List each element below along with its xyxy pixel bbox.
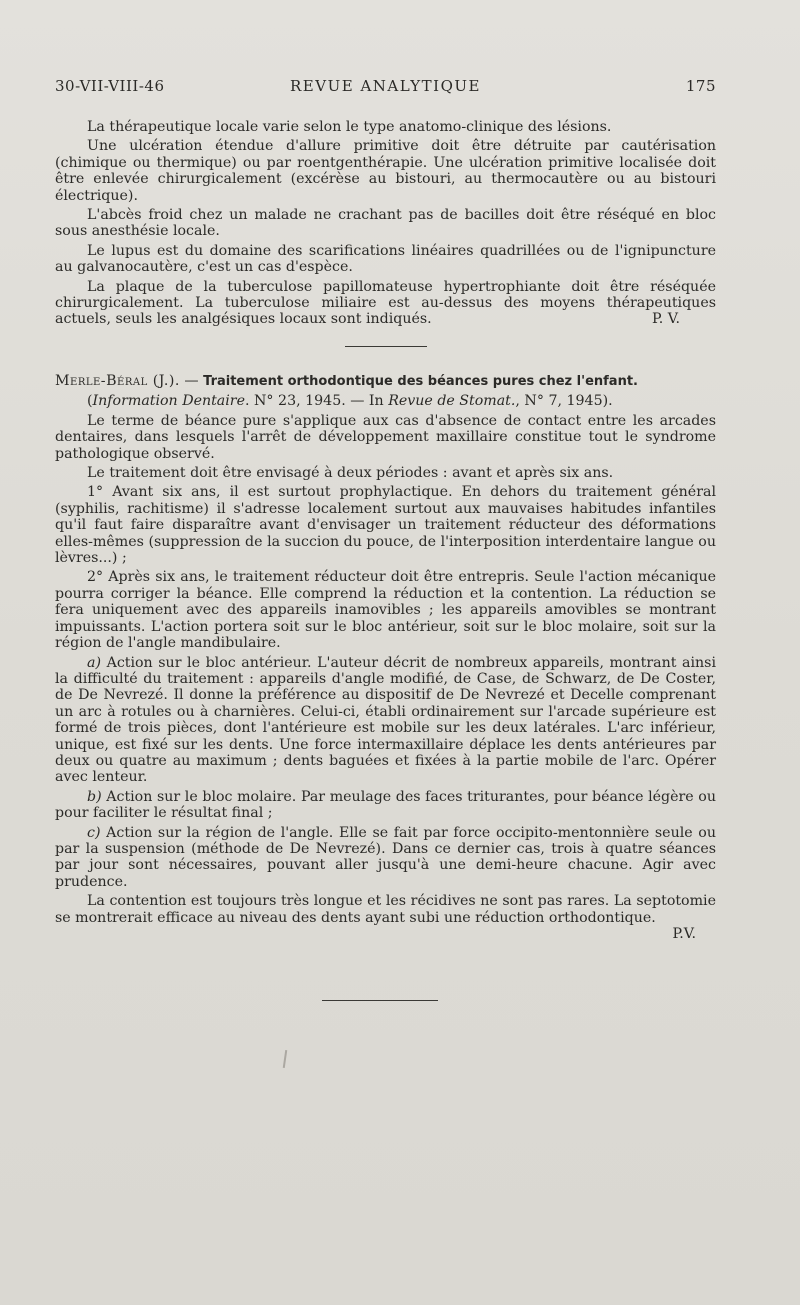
ref-open: ( bbox=[87, 393, 93, 410]
article-1-paragraph: Le lupus est du domaine des scarifications linéaires quadrillées ou de l'ignipuncture au galvanocautère, c'est un cas d'espèce. bbox=[55, 242, 716, 276]
item-text: Action sur le bloc antérieur. L'auteur décrit de nombreux appareils, montrant ainsi la difficulté du traitement : appareils d'angle modifié, de Case, de Schwarz, de De Coster, de De Nevrezé. Il donne la préférence au dispositif de De Nevrezé et Decelle comprenant un arc à rotules ou à charnières. Celui-ci, établi ordinairement sur l'arcade supérieure est formé de trois pièces, dont l'antérieure est mobile sur les deux latérales. L'arc inférieur, unique, est fixé sur les dents. Une force intermaxillaire déplace les dents antérieures par deux ou quatre au maximum ; dents baguées et fixées à la partie mobile de l'arc. Opérer avec lenteur. bbox=[55, 654, 716, 786]
article-2-paragraph-text: La contention est toujours très longue et les récidives ne sont pas rares. La septotomie se montrerait efficace au niveau des dents ayant subi une réduction orthodontique. bbox=[55, 893, 716, 926]
article-2-signature: P.V. bbox=[672, 926, 696, 942]
article-2-paragraph bbox=[55, 825, 716, 891]
running-header bbox=[55, 77, 716, 99]
article-2-paragraph bbox=[55, 789, 716, 822]
article-1-paragraph: La thérapeutique locale varie selon le type anatomo-clinique des lésions. bbox=[87, 119, 612, 135]
article-1-paragraph-text: La plaque de la tuberculose papillomateuse hypertrophiante doit être réséquée chirurgicalement. La tuberculose miliaire est au-dessus des moyens thérapeutiques actuels, seuls les analgésiques locaux sont indiqués. bbox=[55, 278, 716, 328]
ref-journal: Revue de Stomat. bbox=[388, 393, 516, 410]
journal-title: REVUE ANALYTIQUE bbox=[290, 77, 481, 95]
ref-tail: , N° 7, 1945). bbox=[515, 393, 613, 410]
item-label: b) bbox=[87, 788, 102, 805]
author: Merle-Béral (J.). bbox=[55, 373, 180, 389]
article-1-paragraph bbox=[55, 279, 716, 328]
article-2-paragraph bbox=[55, 893, 716, 942]
article-2-paragraph: 1° Avant six ans, il est surtout prophylactique. En dehors du traitement général (syphilis, rachitisme) il s'adresse localement surtout aux mauvaises habitudes infantiles qu'il faut faire disparaître avant d'envisager un traitement réducteur des déformations elles-mêmes (suppression de la succion du pouce, de l'interposition interdentaire langue ou lèvres...) ; bbox=[55, 484, 716, 567]
article-1-signature: P. V. bbox=[652, 311, 680, 328]
item-text: Action sur la région de l'angle. Elle se fait par force occipito-mentonnière seule ou par la suspension (méthode de De Nevrezé). Dans ce dernier cas, trois à quatre séances par jour sont nécessaires, pouvant aller jusqu'à une demi-heure chacune. Agir avec prudence. bbox=[55, 824, 716, 890]
section-divider bbox=[345, 346, 427, 347]
item-text: Action sur le bloc molaire. Par meulage des faces triturantes, pour béance légère ou pour faciliter le résultat final ; bbox=[55, 788, 716, 822]
article-2-paragraph: 2° Après six ans, le traitement réducteur doit être entrepris. Seule l'action mécanique pourra corriger la béance. Elle comprend la réduction et la contention. La réduction se fera uniquement avec des appareils inamovibles ; les appareils amovibles se montrant impuissants. L'action portera soit sur le bloc antérieur, soit sur le bloc molaire, soit sur la région de l'angle mandibulaire. bbox=[55, 569, 716, 652]
article-2-paragraph: Le traitement doit être envisagé à deux périodes : avant et après six ans. bbox=[87, 465, 614, 482]
item-label: c) bbox=[87, 824, 101, 841]
article-title: Traitement orthodontique des béances pures chez l'enfant. bbox=[203, 374, 638, 389]
article-2-paragraph bbox=[55, 655, 716, 786]
article-1-paragraph: L'abcès froid chez un malade ne crachant pas de bacilles doit être réséqué en bloc sous anesthésie locale. bbox=[55, 207, 716, 240]
article-1-paragraph: Une ulcération étendue d'allure primitive doit être détruite par cautérisation (chimique ou thermique) ou par roentgenthérapie. Une ulcération primitive localisée doit être enlevée chirurgicalement (excérèse au bistouri, au thermocautère ou au bistouri électrique). bbox=[55, 138, 716, 204]
article-2 bbox=[55, 373, 716, 942]
page-blemish bbox=[283, 1050, 287, 1068]
ref-number: . N° 23, 1945. — In bbox=[245, 393, 389, 410]
ref-source: Information Dentaire bbox=[92, 393, 245, 410]
item-label: a) bbox=[87, 654, 101, 671]
heading-dash: — bbox=[179, 373, 204, 389]
article-1 bbox=[55, 119, 716, 331]
issue-date: 30-VII-VIII-46 bbox=[55, 77, 165, 95]
page-number: 175 bbox=[685, 77, 716, 95]
article-reference bbox=[55, 393, 716, 409]
end-divider bbox=[322, 1000, 438, 1001]
article-2-heading bbox=[55, 373, 716, 390]
article-2-paragraph: Le terme de béance pure s'applique aux cas d'absence de contact entre les arcades dentaires, dans lesquels l'arrêt de développement maxillaire constitue tout le syndrome pathologique observé. bbox=[55, 412, 716, 462]
